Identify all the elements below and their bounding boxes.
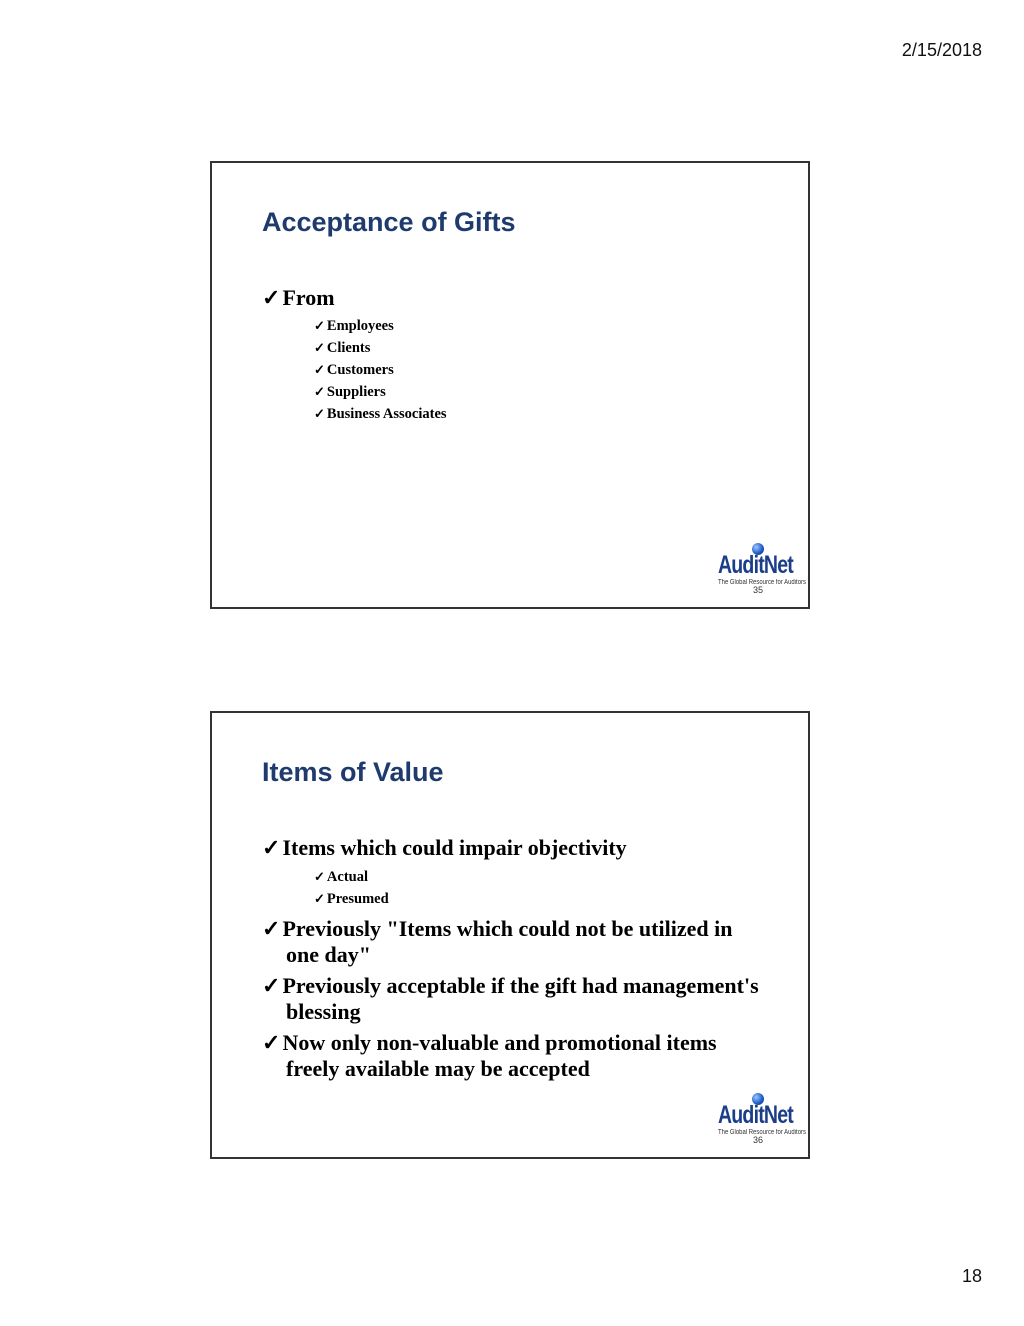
sub-bullet-text: Employees (326, 318, 394, 334)
sub-bullet-item (262, 888, 770, 910)
logo-tagline: The Global Resource for Auditors (718, 579, 806, 586)
check-mark-icon: ✓ (314, 384, 325, 399)
bullet-list (262, 285, 770, 425)
bullet-item (262, 973, 770, 1025)
check-mark-icon: ✓ (314, 869, 325, 884)
bullet-text: From (282, 285, 335, 310)
check-mark-icon: ✓ (262, 835, 281, 860)
sub-bullet-item (262, 337, 770, 359)
check-mark-icon: ✓ (314, 362, 325, 377)
slide-number: 36 (752, 1135, 763, 1145)
slide-number: 35 (752, 585, 763, 595)
check-mark-icon: ✓ (262, 1030, 281, 1055)
sub-bullet-item (262, 359, 770, 381)
sub-bullet-text: Presumed (326, 891, 389, 907)
bullet-item (262, 1030, 770, 1082)
sub-bullet-text: Actual (326, 869, 368, 885)
check-mark-icon: ✓ (314, 340, 325, 355)
sub-bullet-item (262, 315, 770, 337)
page-date: 2/15/2018 (901, 40, 982, 60)
check-mark-icon: ✓ (262, 285, 281, 310)
check-mark-icon: ✓ (314, 318, 325, 333)
logo-tagline: The Global Resource for Auditors (718, 1129, 806, 1136)
bullet-item (262, 285, 770, 311)
check-mark-icon: ✓ (262, 916, 281, 941)
bullet-text: Previously acceptable if the gift had management's blessing (282, 973, 759, 1024)
bullet-text: Items which could impair objectivity (282, 835, 627, 860)
slide-title: Acceptance of Gifts (262, 207, 516, 237)
slide-title: Items of Value (262, 757, 444, 787)
slide-acceptance-of-gifts (210, 161, 810, 609)
logo-word: AuditNet (718, 1101, 794, 1129)
bullet-item (262, 916, 770, 968)
sub-bullet-item (262, 866, 770, 888)
check-mark-icon: ✓ (262, 973, 281, 998)
sub-bullet-text: Clients (326, 340, 371, 356)
bullet-item (262, 835, 770, 861)
check-mark-icon: ✓ (314, 406, 325, 421)
bullet-list (262, 835, 770, 1087)
check-mark-icon: ✓ (314, 891, 325, 906)
sub-bullet-item (262, 381, 770, 403)
sub-bullet-text: Suppliers (326, 384, 386, 400)
bullet-text: Now only non-valuable and promotional items freely available may be accepted (282, 1030, 717, 1081)
sub-bullet-text: Business Associates (326, 406, 447, 422)
slide-items-of-value (210, 711, 810, 1159)
page-number: 18 (961, 1266, 982, 1286)
bullet-text: Previously "Items which could not be utilized in one day" (282, 916, 733, 967)
sub-bullet-item (262, 403, 770, 425)
sub-bullet-text: Customers (326, 362, 394, 378)
logo-word: AuditNet (718, 551, 794, 579)
